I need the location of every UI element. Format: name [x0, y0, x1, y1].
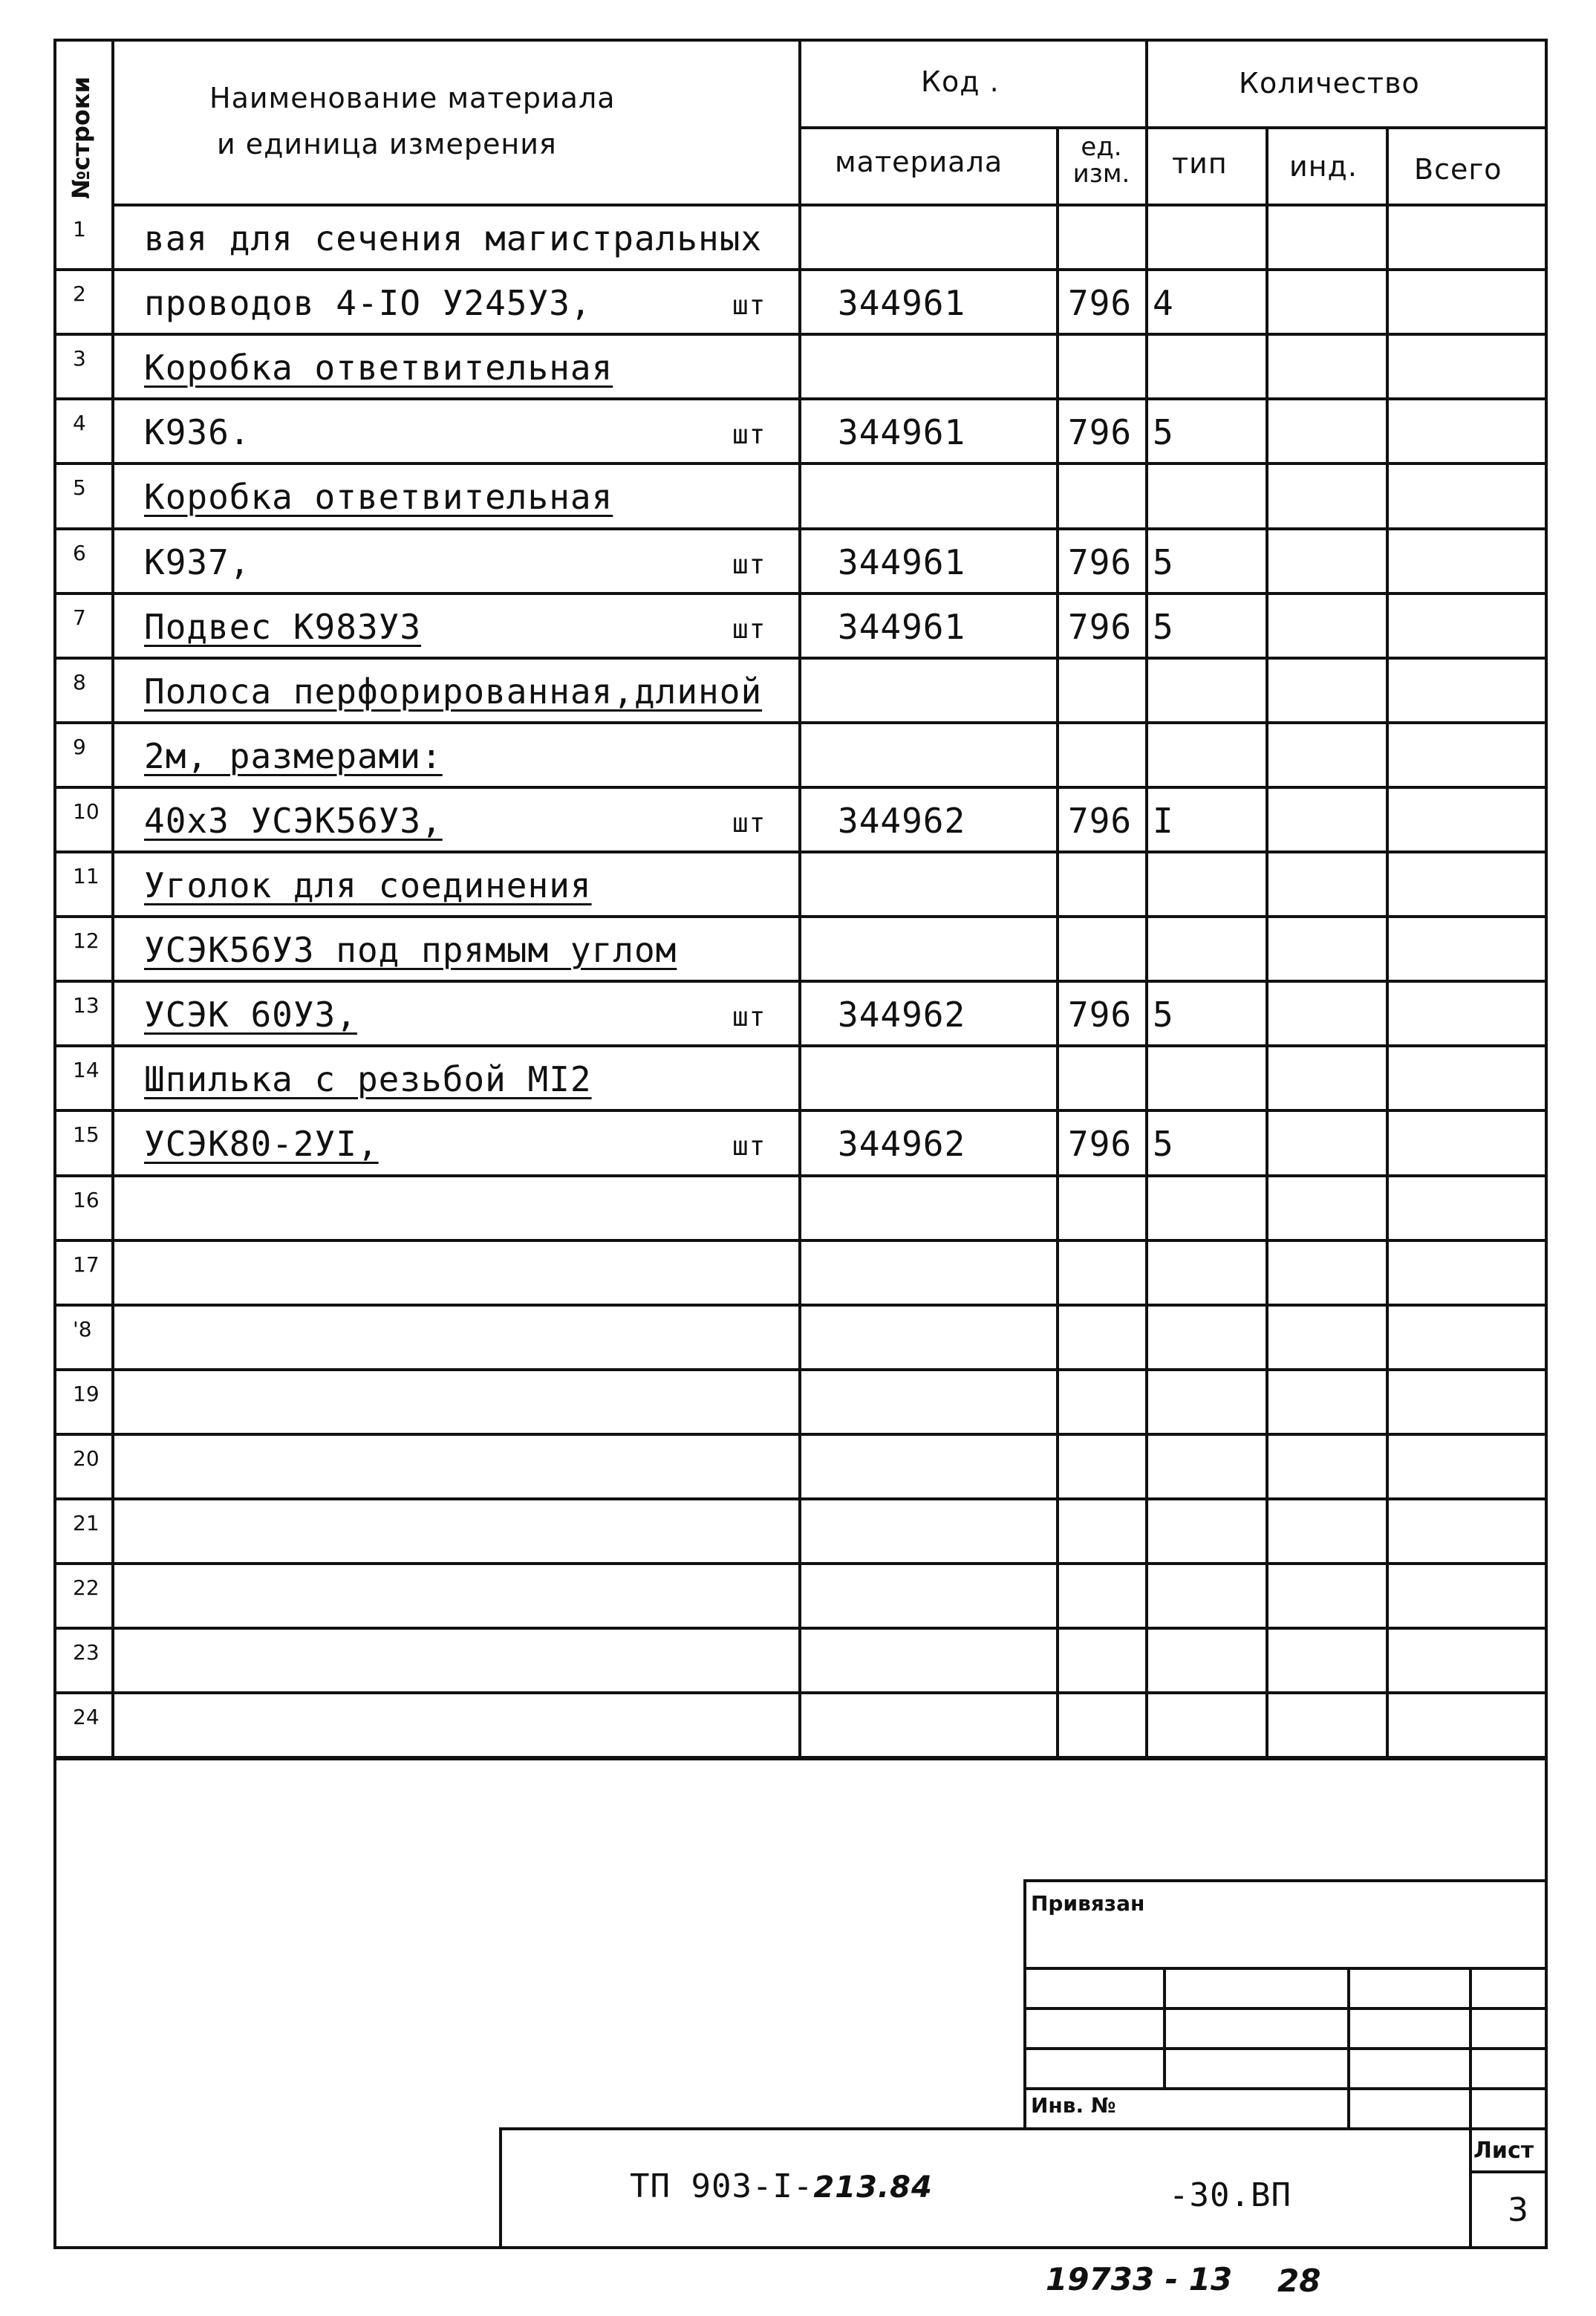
- row-number-header: №строки: [67, 76, 95, 199]
- material-name: Коробка ответвительная: [144, 348, 613, 388]
- row-number: 19: [73, 1381, 100, 1406]
- row-separator: [53, 1562, 1546, 1565]
- stamp-binding-row1: [1023, 1967, 1546, 1970]
- row-separator: [53, 915, 1546, 918]
- row-number: 23: [73, 1640, 100, 1665]
- unit-abbrev: шт: [732, 549, 766, 580]
- inventory-number-label: Инв. №: [1031, 2093, 1116, 2118]
- row-number: 21: [73, 1511, 100, 1535]
- type-quantity: 5: [1153, 1124, 1174, 1165]
- unit-header-line2: изм.: [1072, 159, 1130, 189]
- col-line-ind: [1386, 128, 1389, 1760]
- material-code: 344961: [838, 412, 966, 453]
- col-line-material: [1056, 128, 1059, 1760]
- unit-abbrev: шт: [732, 614, 766, 645]
- material-name: Коробка ответвительная: [144, 477, 613, 518]
- row-separator: [53, 462, 1546, 465]
- unit-abbrev: шт: [732, 420, 766, 451]
- material-name: Шпилька с резьбой MI2: [144, 1059, 592, 1100]
- col-line-name: [798, 39, 801, 1760]
- type-header: тип: [1172, 147, 1228, 180]
- unit-code: 796: [1068, 606, 1133, 647]
- row-number: 24: [73, 1705, 100, 1730]
- document-code-prefix: ТП 903-I-: [630, 2167, 814, 2205]
- name-header-line2: и единица измерения: [217, 128, 557, 160]
- total-header: Всего: [1414, 153, 1502, 186]
- header-mid-line: [798, 126, 1546, 129]
- material-code: 344962: [838, 1124, 966, 1165]
- stamp-binding-col3: [1469, 1967, 1472, 2248]
- document-code-handwritten: 213.84: [813, 2170, 933, 2205]
- row-separator: [53, 850, 1546, 853]
- row-separator: [53, 1174, 1546, 1177]
- frame-bottom: [53, 2246, 1548, 2249]
- unit-abbrev: шт: [732, 1131, 766, 1162]
- stamp-binding-row2: [1023, 2007, 1546, 2010]
- unit-code: 796: [1068, 541, 1133, 582]
- row-number: 7: [73, 605, 86, 630]
- type-quantity: 5: [1153, 541, 1174, 582]
- type-quantity: 4: [1153, 283, 1174, 324]
- row-separator: [53, 1109, 1546, 1112]
- stamp-binding-row3: [1023, 2047, 1546, 2050]
- stamp-binding-top: [1023, 1879, 1546, 1882]
- row-separator: [53, 721, 1546, 724]
- material-code: 344961: [838, 541, 966, 582]
- type-quantity: 5: [1153, 412, 1174, 453]
- row-number: 20: [73, 1445, 100, 1471]
- frame-left: [53, 39, 56, 2248]
- row-number: 16: [73, 1187, 100, 1212]
- row-number: 5: [73, 475, 86, 501]
- row-number: 1: [73, 217, 86, 241]
- material-code: 344962: [838, 995, 966, 1035]
- material-name: Подвес К983УЗ: [144, 606, 422, 647]
- unit-abbrev: шт: [732, 807, 766, 839]
- material-name: Полоса перфорированная,длиной: [144, 671, 763, 712]
- row-number: 14: [73, 1058, 100, 1083]
- col-line-type: [1266, 128, 1268, 1760]
- row-number: 2: [73, 282, 86, 307]
- unit-abbrev: шт: [732, 290, 766, 322]
- material-name: 2м, размерами:: [144, 735, 443, 776]
- row-separator: [53, 333, 1546, 336]
- row-number: 17: [73, 1252, 100, 1277]
- row-separator: [53, 397, 1546, 400]
- row-number: 13: [73, 993, 100, 1018]
- document-code: [630, 2167, 933, 2205]
- material-name: Уголок для соединения: [144, 865, 592, 905]
- unit-code: 796: [1068, 283, 1133, 324]
- type-quantity: I: [1153, 800, 1174, 841]
- row-separator: [53, 527, 1546, 530]
- header-bottom-line: [111, 204, 1546, 206]
- unit-header: [1062, 134, 1141, 187]
- row-separator: [53, 1433, 1546, 1436]
- row-number: 9: [73, 734, 86, 759]
- stamp-binding-col2: [1347, 1967, 1350, 2129]
- type-quantity: 5: [1153, 995, 1174, 1035]
- binding-label: Привязан: [1031, 1891, 1145, 1916]
- material-name: вая для сечения магистральных: [144, 218, 763, 258]
- material-name: К937,: [144, 541, 251, 582]
- row-number: 12: [73, 928, 100, 954]
- row-separator: [53, 1239, 1546, 1242]
- archive-number: 19733 - 13: [1046, 2261, 1233, 2297]
- stamp-binding-left: [1023, 1879, 1026, 2129]
- row-separator: [53, 1368, 1546, 1371]
- sheet-label: Лист: [1473, 2138, 1534, 2164]
- row-separator: [53, 592, 1546, 595]
- row-separator: [53, 1044, 1546, 1047]
- material-code: 344962: [838, 800, 966, 841]
- type-quantity: 5: [1153, 606, 1174, 647]
- unit-code: 796: [1068, 800, 1133, 841]
- stamp-binding-col1: [1163, 1967, 1166, 2089]
- row-number: 4: [73, 411, 86, 436]
- material-name: К936.: [144, 412, 251, 453]
- unit-code: 796: [1068, 412, 1133, 453]
- row-separator: [53, 786, 1546, 789]
- row-separator: [53, 1627, 1546, 1630]
- frame-right: [1545, 39, 1548, 2248]
- row-number: 22: [73, 1575, 100, 1601]
- row-number: '8: [73, 1316, 92, 1341]
- material-name: УСЭК56УЗ под прямым углом: [144, 930, 677, 971]
- row-number: 3: [73, 346, 86, 371]
- material-name: УСЭК80-2УI,: [144, 1124, 379, 1165]
- row-number: 15: [73, 1122, 100, 1148]
- unit-abbrev: шт: [732, 1002, 766, 1033]
- row-separator: [53, 1304, 1546, 1307]
- row-number: 6: [73, 540, 86, 565]
- col-line-unit: [1145, 39, 1148, 1760]
- material-code: 344961: [838, 606, 966, 647]
- row-separator: [53, 268, 1546, 271]
- sheet-number: 3: [1508, 2191, 1528, 2229]
- row-separator: [53, 657, 1546, 660]
- archive-page: 28: [1277, 2263, 1321, 2299]
- row-separator: [53, 1756, 1546, 1759]
- quantity-header: Количество: [1239, 67, 1420, 100]
- row-separator: [53, 980, 1546, 983]
- col-line-rownum: [111, 39, 114, 1760]
- row-number: 8: [73, 669, 86, 695]
- material-name: УСЭК 60УЗ,: [144, 995, 357, 1035]
- code-header: Код .: [921, 65, 1000, 98]
- material-name: проводов 4-IO У245УЗ,: [144, 283, 592, 324]
- material-code: 344961: [838, 283, 966, 324]
- row-separator: [53, 1691, 1546, 1694]
- stamp-left-line: [499, 2127, 502, 2248]
- unit-code: 796: [1068, 1124, 1133, 1165]
- material-name: 40х3 УСЭК56УЗ,: [144, 800, 443, 841]
- stamp-binding-row4: [1023, 2087, 1546, 2090]
- row-separator: [53, 1497, 1546, 1500]
- stamp-top-line: [499, 2127, 1546, 2130]
- material-header: материала: [835, 146, 1003, 178]
- row-number: 11: [73, 864, 100, 888]
- ind-header: инд.: [1289, 150, 1358, 183]
- unit-code: 796: [1068, 995, 1133, 1035]
- row-number: 10: [73, 798, 100, 824]
- stamp-sheet-divider: [1469, 2170, 1546, 2173]
- document-code-suffix: -30.ВП: [1169, 2176, 1292, 2214]
- unit-header-line1: ед.: [1081, 132, 1122, 162]
- name-header-line1: Наименование материала: [209, 82, 616, 114]
